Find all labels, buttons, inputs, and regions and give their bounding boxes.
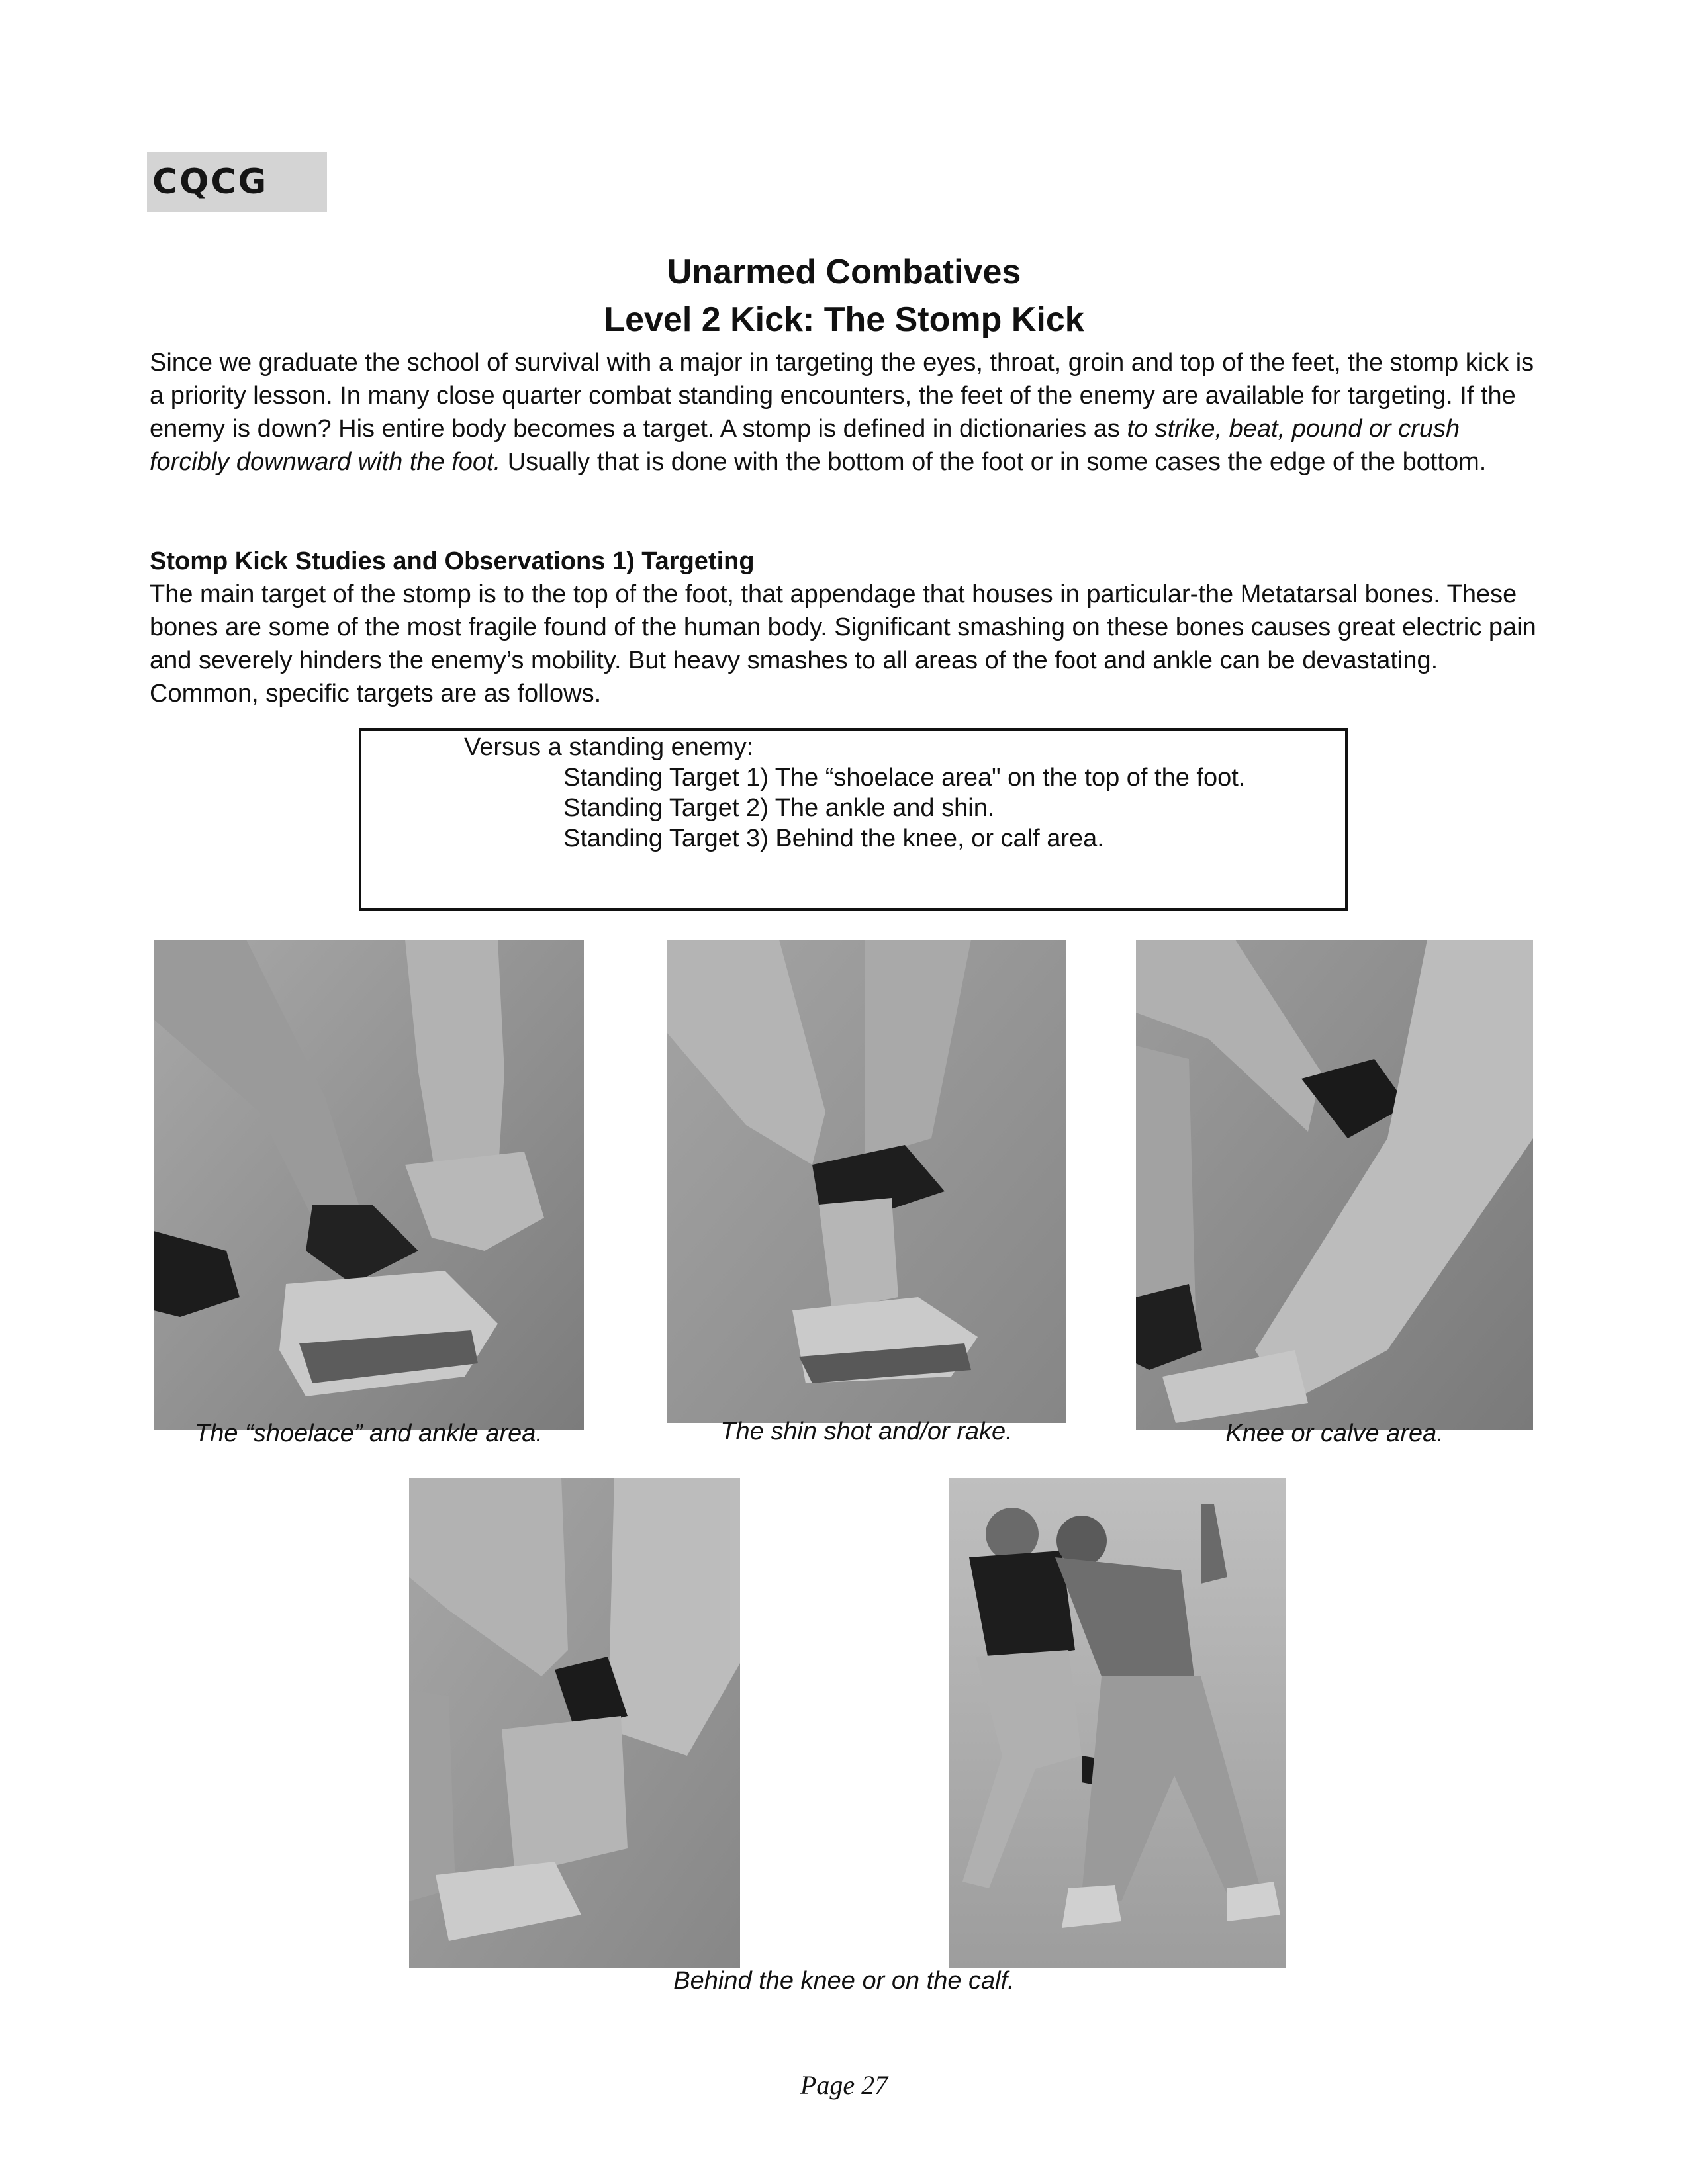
intro-text-2: Usually that is done with the bottom of the foot or in some cases the edge of the bottom. xyxy=(500,448,1487,476)
caption-photo-3: Knee or calve area. xyxy=(1225,1420,1444,1447)
section-heading: Stomp Kick Studies and Observations 1) Targeting xyxy=(150,547,755,575)
photo-behind-knee xyxy=(409,1478,740,1968)
page-title: Unarmed Combatives xyxy=(667,253,1021,291)
section-paragraph: The main target of the stomp is to the top of the foot, that appendage that houses in particular-the Metatarsal bones. These bones are some of the most fragile found of the human body. Significant smashing on these bones causes great electric pain and severely hinders the enemy’s mobility. But heavy smashes to all areas of the foot and ankle can be devastating. Common, specific targets are as follows. xyxy=(150,580,1536,707)
header-tag xyxy=(147,152,327,212)
targets-box xyxy=(359,728,1348,911)
caption-photo-1: The “shoelace” and ankle area. xyxy=(195,1420,543,1447)
intro-definition: to strike, beat, pound or crush forcibly downward with the foot. xyxy=(150,415,1460,476)
header-tag-label: CQCG xyxy=(152,162,269,202)
target-item-1: Standing Target 1) The “shoelace area" on the top of the foot. xyxy=(563,764,1246,792)
photo-shoelace-stomp xyxy=(154,940,584,1430)
target-item-2: Standing Target 2) The ankle and shin. xyxy=(563,794,995,822)
caption-photo-2: The shin shot and/or rake. xyxy=(720,1418,1013,1445)
targets-heading: Versus a standing enemy: xyxy=(464,733,754,761)
photo-knee-calf xyxy=(1136,940,1533,1430)
intro-text-1: Since we graduate the school of survival with a major in targeting the eyes, throat, groin and top of the feet, the stomp kick is a priority lesson. In many close quarter combat standing encounters, the feet of the enemy are available for targeting. If the enemy is down? His entire body becomes a target. A stomp is defined in dictionaries as xyxy=(150,349,1534,443)
intro-paragraph xyxy=(150,346,1546,478)
page-number: Page 27 xyxy=(800,2070,888,2100)
page-subtitle: Level 2 Kick: The Stomp Kick xyxy=(604,300,1084,339)
photo-shin-shot xyxy=(667,940,1066,1423)
photo-grappling-stomp xyxy=(949,1478,1286,1968)
caption-photo-4: Behind the knee or on the calf. xyxy=(673,1967,1015,1995)
target-item-3: Standing Target 3) Behind the knee, or calf area. xyxy=(563,825,1104,852)
